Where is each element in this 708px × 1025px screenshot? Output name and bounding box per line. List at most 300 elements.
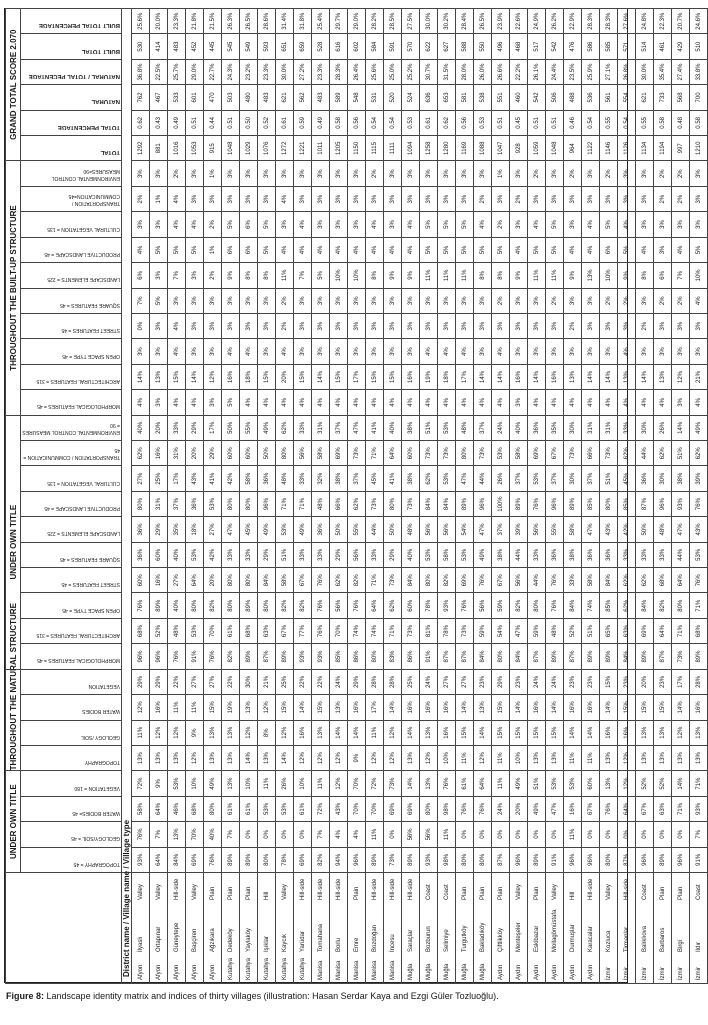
- matrix-value: 4%: [456, 339, 474, 364]
- matrix-value: 76%: [546, 568, 564, 593]
- matrix-value: 1134: [636, 136, 654, 161]
- matrix-value: 12%: [132, 695, 150, 720]
- matrix-value: 16%: [294, 720, 312, 745]
- column-header-label: LANDSCAPE ELEMENTS = 225: [47, 530, 120, 537]
- matrix-value: 17%: [204, 415, 222, 440]
- matrix-value: 30.7%: [420, 59, 438, 84]
- matrix-value: 12%: [168, 720, 186, 745]
- matrix-value: 6%: [240, 212, 258, 237]
- matrix-value: 653: [438, 85, 456, 110]
- village-label-cell: [186, 873, 204, 984]
- column-header: [21, 491, 122, 516]
- village-type: Hill-side: [587, 878, 594, 900]
- matrix-value: 29.0%: [186, 59, 204, 84]
- matrix-value: 65%: [600, 618, 618, 643]
- district-name: Muğla: [461, 963, 468, 980]
- matrix-value: 62%: [132, 441, 150, 466]
- village-label-cell: [402, 873, 420, 984]
- matrix-value: 483: [312, 85, 330, 110]
- matrix-value: 16%: [510, 364, 528, 389]
- village-name: İncesu: [389, 934, 396, 952]
- column-header: [21, 85, 122, 110]
- matrix-value: 26.5%: [474, 8, 492, 33]
- matrix-value: 9%: [618, 263, 636, 288]
- village-label-cell: [456, 873, 474, 984]
- matrix-value: 30.2%: [438, 8, 456, 33]
- matrix-value: 0.51: [222, 110, 240, 135]
- matrix-value: 36%: [636, 466, 654, 491]
- matrix-value: 26%: [276, 771, 294, 796]
- district-name: Manisa: [317, 960, 324, 980]
- matrix-value: 10%: [600, 263, 618, 288]
- matrix-value: 47%: [348, 415, 366, 440]
- matrix-value: 22.5%: [150, 59, 168, 84]
- matrix-value: 85%: [582, 491, 600, 516]
- matrix-value: 20%: [204, 568, 222, 593]
- village-row: [240, 8, 258, 983]
- matrix-value: 3%: [510, 339, 528, 364]
- matrix-value: 4%: [492, 390, 510, 415]
- matrix-value: 3%: [222, 186, 240, 211]
- matrix-value: 3%: [384, 161, 402, 186]
- village-label-cell: [168, 873, 186, 984]
- matrix-value: 11%: [456, 745, 474, 770]
- matrix-value: 50%: [222, 415, 240, 440]
- matrix-value: 31%: [168, 441, 186, 466]
- village-name: Durmuşlar: [569, 924, 576, 952]
- matrix-value: 40%: [384, 415, 402, 440]
- matrix-value: 483: [258, 85, 276, 110]
- matrix-value: 87%: [564, 644, 582, 669]
- matrix-value: 1205: [330, 136, 348, 161]
- village-name: Kaycık: [281, 933, 288, 952]
- matrix-value: 64%: [186, 568, 204, 593]
- matrix-value: 1011: [312, 136, 330, 161]
- matrix-value: 2%: [654, 161, 672, 186]
- matrix-value: 3%: [240, 288, 258, 313]
- matrix-value: 24%: [492, 796, 510, 821]
- matrix-value: 12%: [618, 745, 636, 770]
- matrix-value: 4%: [366, 212, 384, 237]
- matrix-value: 915: [204, 136, 222, 161]
- matrix-value: 56%: [510, 568, 528, 593]
- village-label-cell: [312, 873, 330, 984]
- matrix-value: 84%: [510, 644, 528, 669]
- matrix-value: 7%: [222, 822, 240, 847]
- matrix-value: 467: [150, 85, 168, 110]
- matrix-value: 10%: [294, 771, 312, 796]
- district-name: Afyon: [155, 964, 162, 980]
- matrix-value: 2%: [204, 212, 222, 237]
- matrix-value: 87%: [528, 644, 546, 669]
- matrix-value: 1094: [402, 136, 420, 161]
- matrix-value: 1272: [276, 136, 294, 161]
- matrix-value: 588: [456, 34, 474, 59]
- matrix-value: 30.0%: [636, 59, 654, 84]
- matrix-value: 3%: [294, 161, 312, 186]
- matrix-value: 16%: [348, 695, 366, 720]
- matrix-value: 12%: [672, 720, 690, 745]
- matrix-value: 3%: [672, 313, 690, 338]
- matrix-value: 4%: [672, 237, 690, 262]
- matrix-value: 3%: [276, 212, 294, 237]
- village-row: [312, 8, 330, 983]
- matrix-value: 4%: [276, 186, 294, 211]
- matrix-value: 36%: [600, 542, 618, 567]
- matrix-value: 21.5%: [204, 8, 222, 33]
- village-label-cell: [222, 873, 240, 984]
- matrix-value: 15%: [366, 364, 384, 389]
- matrix-value: 3%: [258, 339, 276, 364]
- matrix-value: 13%: [150, 745, 168, 770]
- matrix-value: 11%: [528, 263, 546, 288]
- matrix-value: 514: [636, 34, 654, 59]
- matrix-value: 20%: [276, 364, 294, 389]
- matrix-value: 23.3%: [258, 59, 276, 84]
- matrix-value: 585: [600, 34, 618, 59]
- matrix-value: 47%: [546, 796, 564, 821]
- matrix-value: 0%: [384, 822, 402, 847]
- matrix-value: 53%: [690, 542, 708, 567]
- matrix-value: 4%: [294, 390, 312, 415]
- matrix-value: 33%: [618, 542, 636, 567]
- matrix-value: 616: [330, 34, 348, 59]
- matrix-value: 14%: [330, 720, 348, 745]
- matrix-value: 38%: [564, 542, 582, 567]
- matrix-value: 14%: [402, 720, 420, 745]
- matrix-value: 80%: [420, 796, 438, 821]
- matrix-value: 4%: [294, 237, 312, 262]
- matrix-value: 13%: [240, 695, 258, 720]
- matrix-value: 1150: [348, 136, 366, 161]
- matrix-value: 71%: [690, 593, 708, 618]
- column-header-label: WATER BODIES= 45: [72, 809, 120, 816]
- matrix-value: 4%: [348, 237, 366, 262]
- matrix-value: 3%: [690, 212, 708, 237]
- matrix-value: 3%: [636, 186, 654, 211]
- matrix-value: 25.4%: [312, 8, 330, 33]
- matrix-value: 12%: [240, 720, 258, 745]
- village-name: Karacalar: [587, 926, 594, 952]
- matrix-value: 3%: [240, 161, 258, 186]
- matrix-value: 14%: [528, 364, 546, 389]
- matrix-value: 1059: [528, 136, 546, 161]
- matrix-value: 15%: [636, 695, 654, 720]
- matrix-value: 96%: [654, 491, 672, 516]
- matrix-value: 9%: [402, 263, 420, 288]
- matrix-value: 445: [204, 34, 222, 59]
- matrix-value: 71%: [366, 441, 384, 466]
- matrix-value: 23.2%: [240, 59, 258, 84]
- matrix-value: 3%: [330, 186, 348, 211]
- matrix-value: 9%: [348, 745, 366, 770]
- village-row: [204, 8, 222, 983]
- matrix-value: 28.0%: [456, 59, 474, 84]
- matrix-value: 6%: [600, 237, 618, 262]
- matrix-value: 4%: [618, 212, 636, 237]
- matrix-value: 14%: [294, 695, 312, 720]
- matrix-value: 60%: [240, 441, 258, 466]
- matrix-value: 73%: [384, 847, 402, 872]
- matrix-value: 26.3%: [222, 8, 240, 33]
- matrix-value: 48%: [312, 491, 330, 516]
- matrix-value: 40%: [510, 415, 528, 440]
- matrix-value: 1194: [654, 136, 672, 161]
- matrix-value: 9%: [564, 263, 582, 288]
- matrix-value: 5%: [150, 288, 168, 313]
- column-header-label: TOTAL: [100, 149, 120, 156]
- matrix-value: 3%: [420, 186, 438, 211]
- matrix-value: 4%: [474, 390, 492, 415]
- matrix-value: 80%: [132, 491, 150, 516]
- matrix-value: 3%: [654, 313, 672, 338]
- matrix-value: 4%: [366, 390, 384, 415]
- matrix-value: 1%: [204, 161, 222, 186]
- matrix-value: 21%: [690, 364, 708, 389]
- matrix-value: 4%: [402, 390, 420, 415]
- matrix-value: 0%: [654, 822, 672, 847]
- matrix-value: 13%: [258, 745, 276, 770]
- matrix-value: 3%: [474, 313, 492, 338]
- matrix-value: 461: [654, 34, 672, 59]
- matrix-value: 76%: [312, 568, 330, 593]
- matrix-value: 33%: [654, 542, 672, 567]
- column-header: [21, 771, 122, 796]
- village-name: Bozburun: [425, 926, 432, 952]
- matrix-value: 0%: [132, 313, 150, 338]
- matrix-value: 3%: [204, 288, 222, 313]
- matrix-value: 30%: [564, 415, 582, 440]
- matrix-value: 82%: [276, 593, 294, 618]
- matrix-value: 80%: [528, 593, 546, 618]
- matrix-value: 601: [186, 85, 204, 110]
- matrix-value: 23.3%: [312, 59, 330, 84]
- matrix-value: 59%: [492, 593, 510, 618]
- village-name: Barbaros: [659, 927, 666, 952]
- matrix-value: 10%: [348, 263, 366, 288]
- matrix-value: 524: [402, 85, 420, 110]
- matrix-value: 3%: [510, 288, 528, 313]
- matrix-value: 3%: [474, 288, 492, 313]
- matrix-value: 18%: [438, 364, 456, 389]
- village-name: Çiftlikköy: [497, 927, 504, 952]
- column-header-label: OPEN SPACE TYPE = 45: [62, 606, 120, 613]
- matrix-value: 58%: [582, 568, 600, 593]
- matrix-value: 76%: [456, 796, 474, 821]
- matrix-value: 33%: [312, 542, 330, 567]
- matrix-value: 4%: [618, 390, 636, 415]
- matrix-value: 13%: [168, 822, 186, 847]
- village-name: Işıklar: [263, 935, 270, 952]
- matrix-value: 93%: [312, 644, 330, 669]
- matrix-value: 0%: [474, 822, 492, 847]
- column-header: [21, 237, 122, 262]
- matrix-value: 53%: [168, 771, 186, 796]
- matrix-value: 3%: [636, 288, 654, 313]
- village-name: Emre: [353, 937, 360, 952]
- matrix-value: 5%: [438, 212, 456, 237]
- matrix-value: 80%: [186, 593, 204, 618]
- village-label-cell: [636, 873, 654, 984]
- matrix-value: 12%: [276, 720, 294, 745]
- matrix-value: 38%: [402, 415, 420, 440]
- matrix-value: 11%: [132, 720, 150, 745]
- matrix-value: 0%: [672, 822, 690, 847]
- matrix-value: 23.9%: [492, 8, 510, 33]
- matrix-value: 4%: [510, 237, 528, 262]
- matrix-value: 36.8%: [132, 59, 150, 84]
- matrix-value: 76%: [690, 491, 708, 516]
- matrix-value: 3%: [330, 161, 348, 186]
- district-name: Kutahya: [299, 957, 306, 980]
- village-label-cell: [420, 873, 438, 984]
- district-name: Aydın: [533, 964, 540, 980]
- column-header-label: ARCHITECTURAL FEATURES = 315: [36, 377, 120, 384]
- matrix-value: 67%: [492, 568, 510, 593]
- matrix-value: 589: [330, 85, 348, 110]
- matrix-value: 0%: [258, 822, 276, 847]
- matrix-value: 16%: [438, 720, 456, 745]
- matrix-value: 3%: [312, 288, 330, 313]
- matrix-value: 80%: [600, 847, 618, 872]
- matrix-value: 96%: [150, 644, 168, 669]
- matrix-value: 44%: [510, 542, 528, 567]
- village-type: Hill-side: [173, 878, 180, 900]
- matrix-value: 47%: [474, 517, 492, 542]
- matrix-value: 76%: [438, 771, 456, 796]
- matrix-value: 13%: [312, 720, 330, 745]
- matrix-value: 37%: [474, 415, 492, 440]
- matrix-value: 33%: [636, 542, 654, 567]
- village-row: [528, 8, 546, 983]
- matrix-value: 2%: [546, 288, 564, 313]
- matrix-value: 42%: [222, 466, 240, 491]
- matrix-value: 4%: [168, 212, 186, 237]
- matrix-value: 584: [366, 34, 384, 59]
- matrix-value: 84%: [402, 568, 420, 593]
- matrix-value: 12%: [366, 745, 384, 770]
- village-type: Plain: [227, 886, 234, 900]
- matrix-value: 11%: [420, 263, 438, 288]
- matrix-value: 5%: [546, 237, 564, 262]
- matrix-value: 20%: [150, 415, 168, 440]
- matrix-value: 36%: [132, 542, 150, 567]
- group-natural-structure: THROUGHOUT THE NATURAL STRUCTURE: [6, 669, 21, 771]
- column-header-label: MORPHOLOGICAL FEATURES = 45: [37, 657, 120, 664]
- matrix-value: 3%: [384, 313, 402, 338]
- matrix-value: 25%: [276, 669, 294, 694]
- row-label-header: District name / Village name / Village type: [122, 873, 132, 984]
- column-header-label: PRODUCTIVE LANDSCAPE = 45: [44, 505, 120, 512]
- matrix-value: 2%: [366, 161, 384, 186]
- matrix-value: 0%: [636, 822, 654, 847]
- matrix-value: 3%: [150, 161, 168, 186]
- matrix-value: 82%: [438, 568, 456, 593]
- matrix-value: 73%: [402, 491, 420, 516]
- village-name: Turgutköy: [461, 925, 468, 952]
- matrix-value: 3%: [204, 313, 222, 338]
- matrix-value: 72%: [366, 771, 384, 796]
- matrix-value: 53%: [492, 441, 510, 466]
- matrix-value: 15%: [492, 720, 510, 745]
- matrix-value: 25%: [150, 466, 168, 491]
- village-type: Plain: [659, 886, 666, 900]
- village-row: [600, 8, 618, 983]
- matrix-value: 4%: [582, 237, 600, 262]
- matrix-value: 13%: [618, 364, 636, 389]
- matrix-value: 15%: [294, 364, 312, 389]
- matrix-value: 13%: [564, 364, 582, 389]
- matrix-value: 1076: [258, 136, 276, 161]
- matrix-value: 89%: [546, 644, 564, 669]
- village-name: Ildır: [695, 941, 702, 952]
- matrix-value: 3%: [564, 186, 582, 211]
- matrix-value: 89%: [240, 644, 258, 669]
- matrix-value: 30%: [636, 415, 654, 440]
- matrix-value: 31%: [600, 415, 618, 440]
- village-type: Valley: [605, 884, 612, 900]
- matrix-value: 89%: [690, 644, 708, 669]
- matrix-value: 16%: [150, 568, 168, 593]
- matrix-value: 16%: [150, 441, 168, 466]
- matrix-value: 12%: [618, 771, 636, 796]
- matrix-value: 84%: [636, 593, 654, 618]
- matrix-value: 3%: [618, 313, 636, 338]
- matrix-value: 84%: [564, 593, 582, 618]
- district-header: District name: [122, 926, 131, 977]
- matrix-value: 4%: [456, 390, 474, 415]
- column-header-label: ARCHITECTURAL FEATURES = 315: [36, 632, 120, 639]
- matrix-value: 25.2%: [402, 59, 420, 84]
- matrix-value: 1122: [582, 136, 600, 161]
- matrix-value: 468: [510, 34, 528, 59]
- matrix-value: 5%: [438, 237, 456, 262]
- matrix-value: 22%: [312, 669, 330, 694]
- village-name: Saraçlar: [407, 929, 414, 952]
- matrix-value: 621: [636, 85, 654, 110]
- matrix-value: 25.0%: [384, 59, 402, 84]
- matrix-value: 11%: [258, 771, 276, 796]
- village-type: Plain: [209, 886, 216, 900]
- matrix-value: 429: [672, 34, 690, 59]
- village-row: [654, 8, 672, 983]
- matrix-value: 85%: [618, 491, 636, 516]
- matrix-value: 3%: [294, 313, 312, 338]
- village-name: Yaylaköy: [245, 928, 252, 952]
- village-name: Bakladıköy: [479, 922, 486, 952]
- matrix-value: 38%: [402, 466, 420, 491]
- matrix-value: 13%: [132, 745, 150, 770]
- village-type: Hill-side: [407, 878, 414, 900]
- matrix-value: 3%: [294, 339, 312, 364]
- matrix-value: 71%: [672, 796, 690, 821]
- matrix-value: 528: [312, 34, 330, 59]
- matrix-value: 87%: [618, 847, 636, 872]
- matrix-value: 53%: [276, 517, 294, 542]
- village-name: Menteşeler: [515, 922, 522, 952]
- matrix-value: 53%: [564, 771, 582, 796]
- matrix-value: 66%: [582, 441, 600, 466]
- matrix-value: 70%: [186, 822, 204, 847]
- matrix-value: 0.59: [294, 110, 312, 135]
- matrix-value: 44%: [672, 542, 690, 567]
- matrix-value: 43%: [330, 796, 348, 821]
- matrix-value: 1146: [600, 136, 618, 161]
- matrix-value: 964: [564, 136, 582, 161]
- matrix-value: 4%: [420, 339, 438, 364]
- matrix-value: 4%: [330, 237, 348, 262]
- matrix-value: 9%: [510, 263, 528, 288]
